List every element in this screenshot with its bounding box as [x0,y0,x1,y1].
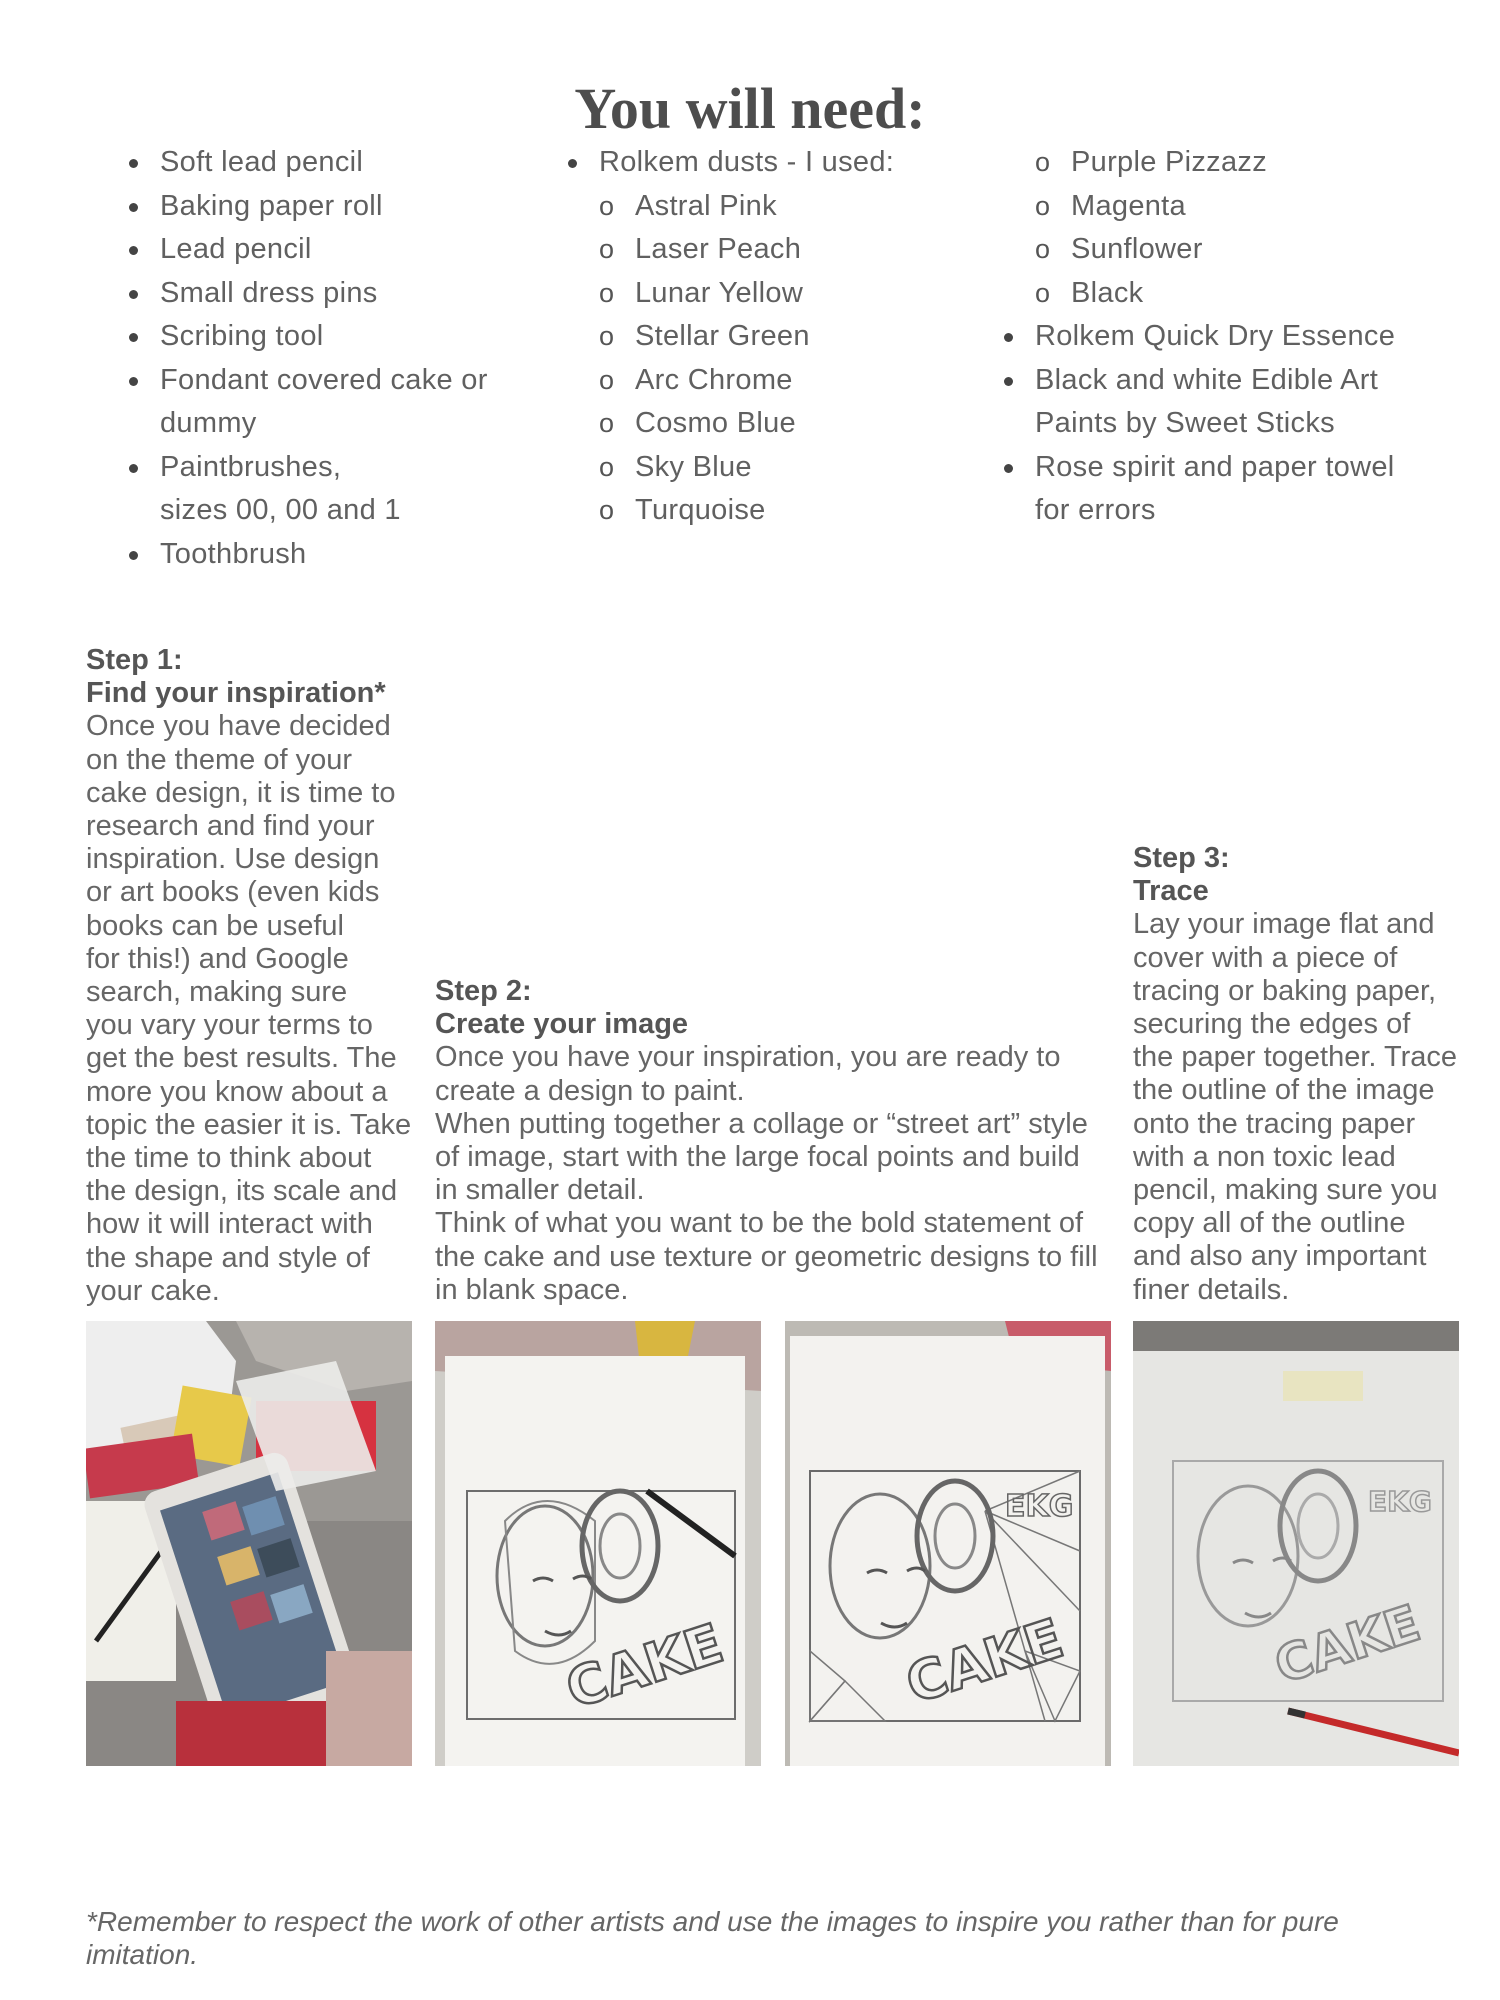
sketch-image-2 [785,1321,1111,1766]
step-2-body: Once you have your inspiration, you are ready to create a design to paint. When putting together a collage or “street art” style of image, start with the large focal points and build in smaller detail. Think of what you want to be the bold statement of the cake and use texture or geometric designs to fill in blank space. [435,1041,1098,1306]
tracing-image [1133,1321,1459,1766]
sub-list-item: o Sunflower [1071,228,1395,272]
sub-list-item: o Sky Blue [635,446,894,490]
photo-sketch-1 [435,1321,761,1766]
sub-list-item: o Arc Chrome [635,359,894,403]
photo-sketch-2 [785,1321,1111,1766]
sketch-cake-text: CAKE [558,1611,731,1721]
photo-trace [1133,1321,1459,1766]
step-2 [435,975,1115,1307]
needs-list-3 [1035,141,1396,533]
list-item: Baking paper roll [160,185,488,229]
tablet-collage-image [86,1321,412,1766]
step-3-heading: Trace [1133,875,1209,908]
step-1 [86,644,426,1308]
step-3 [1133,842,1473,1307]
footnote [86,1905,1426,1971]
step-3-body: Lay your image flat and cover with a piece of tracing or baking paper, securing the edges of the paper together. Trace the outline of the image onto the tracing paper with a non toxic lead pencil, making sure you copy all of the outline and also any important finer details. [1133,908,1458,1306]
list-item: Rose spirit and paper towel for errors [1035,446,1395,533]
step-1-label: Step 1: [86,644,183,676]
list-item: Rolkem dusts - I used: [599,141,894,185]
sub-list-item: o Laser Peach [635,228,894,272]
sketch-cake-text: CAKE [898,1606,1071,1716]
trace-cake-text: CAKE [1267,1593,1427,1695]
photo-inspiration [86,1321,412,1766]
sub-list-item: o Purple Pizzazz [1071,141,1395,185]
dust-sublist [635,185,894,533]
sketch-tag-text: EKG [1005,1489,1074,1524]
step-3-label: Step 3: [1133,842,1230,874]
list-item: Small dress pins [160,272,488,316]
needs-list-1 [160,141,488,576]
step-1-heading: Find your inspiration* [86,677,386,710]
sub-list-item: o Cosmo Blue [635,402,894,446]
step-2-label: Step 2: [435,975,532,1007]
sub-list-item: o Black [1071,272,1395,316]
sub-list-item: o Turquoise [635,489,894,533]
sub-list-item: o Magenta [1071,185,1395,229]
supplies-list [1035,315,1395,533]
list-item: Soft lead pencil [160,141,488,185]
step-1-body: Once you have decided on the theme of your cake design, it is time to research and find your inspiration. Use design or art books (even kids books can be useful for this!) and Google search, making sure you vary your terms to get the best results. The more you know about a topic the easier it is. Take the time to think about the design, its scale and how it will interact with the shape and style of your cake. [86,710,412,1307]
list-item: Paintbrushes, sizes 00, 00 and 1 [160,446,488,533]
step-2-heading: Create your image [435,1008,689,1041]
needs-list-2 [599,141,894,533]
list-item: Lead pencil [160,228,488,272]
page-title: You will need: [574,76,926,141]
list-item: Rolkem Quick Dry Essence [1035,315,1395,359]
footnote-text: *Remember to respect the work of other artists and use the images to inspire you rather than for pure imitation. [86,1906,1339,1970]
sub-list-item: o Stellar Green [635,315,894,359]
sub-list-item: o Astral Pink [635,185,894,229]
trace-tag-text: EKG [1368,1485,1432,1518]
sketch-image-1 [435,1321,761,1766]
list-item: Black and white Edible Art Paints by Sweet Sticks [1035,359,1395,446]
list-item: Scribing tool [160,315,488,359]
list-item: Fondant covered cake or dummy [160,359,488,446]
sub-list-item: o Lunar Yellow [635,272,894,316]
list-item: Toothbrush [160,533,488,577]
